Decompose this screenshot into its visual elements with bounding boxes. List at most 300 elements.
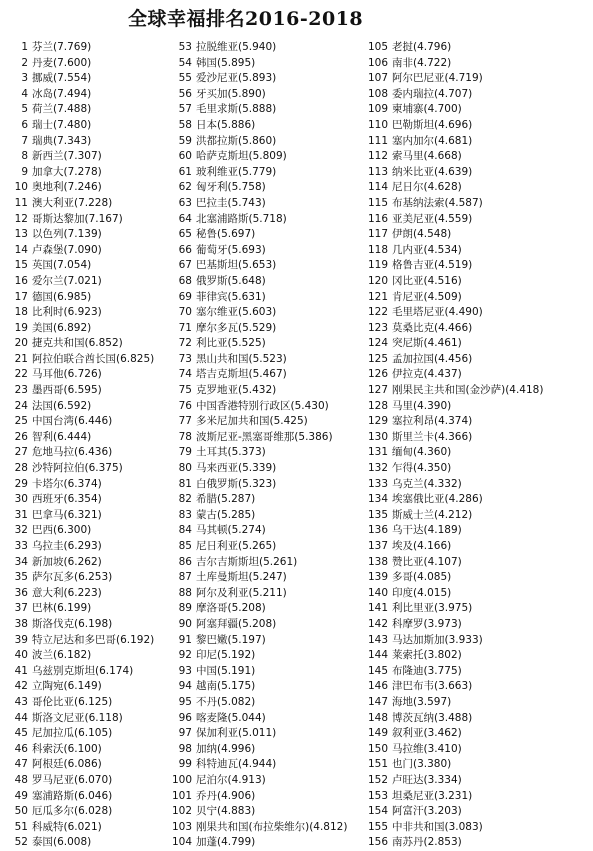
country-score: 阿塞拜疆(5.208) (196, 617, 277, 630)
ranking-row (172, 477, 362, 493)
country-score: 挪威(7.554) (32, 72, 92, 85)
country-score: 拉脱维亚(5.940) (196, 41, 277, 53)
ranking-row (172, 274, 362, 290)
rank-number: 34 (14, 555, 28, 568)
ranking-row (172, 336, 362, 352)
rank-number: 62 (178, 181, 192, 194)
rank-number: 60 (178, 150, 192, 163)
ranking-row (172, 508, 362, 524)
rank-number: 41 (14, 664, 28, 677)
rank-number: 57 (178, 103, 192, 116)
rank-number: 72 (178, 337, 192, 350)
ranking-row (172, 321, 362, 337)
country-score: 乌拉圭(6.293) (32, 540, 102, 552)
ranking-row (172, 586, 362, 602)
rank-number: 151 (367, 758, 388, 771)
rank-number: 23 (14, 384, 28, 397)
ranking-column-2 (172, 40, 362, 851)
country-score: 阿富汗(3.203) (392, 805, 462, 818)
ranking-row (8, 212, 168, 228)
country-score: 也门(3.380) (392, 758, 452, 771)
rank-number: 114 (367, 181, 388, 194)
country-score: 美国(6.892) (32, 321, 92, 334)
country-score: 阿拉伯联合酋长国(6.825) (32, 352, 155, 365)
country-score: 白俄罗斯(5.323) (196, 477, 277, 490)
ranking-row (362, 492, 593, 508)
rank-number: 26 (14, 430, 28, 443)
ranking-row (172, 56, 362, 72)
rank-number: 89 (178, 602, 192, 615)
ranking-row (172, 601, 362, 617)
country-score: 卢旺达(3.334) (392, 773, 462, 786)
ranking-row (8, 617, 168, 633)
rank-number: 87 (178, 571, 192, 584)
rank-number: 27 (14, 446, 28, 459)
ranking-row (8, 258, 168, 274)
country-score: 芬兰(7.769) (32, 41, 92, 53)
ranking-row (172, 555, 362, 571)
ranking-row (8, 773, 168, 789)
ranking-row (172, 570, 362, 586)
rank-number: 44 (14, 711, 28, 724)
rank-number: 75 (178, 384, 192, 397)
rank-number: 37 (14, 602, 28, 615)
country-score: 塞尔维亚(5.603) (196, 306, 277, 319)
ranking-row (8, 414, 168, 430)
rank-number: 22 (14, 368, 28, 381)
ranking-row (362, 40, 593, 56)
country-score: 毛里塔尼亚(4.490) (392, 306, 483, 319)
country-score: 智利(6.444) (32, 430, 92, 443)
ranking-row (362, 679, 593, 695)
country-score: 塞内加尔(4.681) (392, 134, 473, 147)
rank-number: 29 (14, 477, 28, 490)
country-score: 坦桑尼亚(3.231) (392, 789, 473, 802)
country-score: 中非共和国(3.083) (392, 820, 483, 833)
rank-number: 109 (367, 103, 388, 116)
ranking-row (362, 383, 593, 399)
country-score: 哥斯达黎加(7.167) (32, 212, 123, 225)
rank-number: 64 (178, 212, 192, 225)
country-score: 以色列(7.139) (32, 228, 102, 241)
rank-number: 148 (367, 711, 388, 724)
country-score: 缅甸(4.360) (392, 446, 452, 459)
country-score: 冰岛(7.494) (32, 87, 92, 100)
rank-number: 146 (367, 680, 388, 693)
rank-number: 96 (178, 711, 192, 724)
ranking-row (172, 180, 362, 196)
ranking-row (172, 87, 362, 103)
country-score: 马其顿(5.274) (196, 524, 266, 537)
rank-number: 59 (178, 134, 192, 147)
rank-number: 103 (172, 820, 193, 833)
rank-number: 63 (178, 196, 192, 209)
country-score: 索马里(4.668) (392, 150, 462, 163)
country-score: 尼日利亚(5.265) (196, 540, 277, 552)
ranking-row (362, 321, 593, 337)
rank-number: 74 (178, 368, 192, 381)
rank-number: 81 (178, 477, 192, 490)
rank-number: 1 (21, 41, 28, 53)
country-score: 沙特阿拉伯(6.375) (32, 462, 123, 475)
rank-number: 134 (367, 493, 388, 506)
country-score: 新加坡(6.262) (32, 555, 102, 568)
ranking-row (362, 149, 593, 165)
rank-number: 110 (367, 118, 388, 131)
country-score: 中国台湾(6.446) (32, 415, 113, 428)
ranking-row (8, 399, 168, 415)
country-score: 乍得(4.350) (392, 462, 452, 475)
country-score: 吉尔吉斯斯坦(5.261) (196, 555, 298, 568)
rank-number: 4 (21, 87, 28, 100)
rank-number: 113 (367, 165, 388, 178)
ranking-row (8, 165, 168, 181)
country-score: 海地(3.597) (392, 695, 452, 708)
country-score: 菲律宾(5.631) (196, 290, 266, 303)
ranking-row (362, 804, 593, 820)
country-score: 贝宁(4.883) (196, 805, 256, 818)
country-score: 阿尔巴尼亚(4.719) (392, 72, 483, 85)
rank-number: 133 (367, 477, 388, 490)
rank-number: 121 (367, 290, 388, 303)
rank-number: 6 (21, 118, 28, 131)
country-score: 厄瓜多尔(6.028) (32, 805, 113, 818)
rank-number: 73 (178, 352, 192, 365)
ranking-row (8, 586, 168, 602)
rank-number: 102 (172, 805, 193, 818)
ranking-row (362, 835, 593, 851)
rank-number: 76 (178, 399, 192, 412)
ranking-row (8, 461, 168, 477)
country-score: 阿根廷(6.086) (32, 758, 102, 771)
ranking-row (8, 523, 168, 539)
ranking-row (8, 757, 168, 773)
ranking-row (172, 664, 362, 680)
ranking-row (8, 820, 168, 836)
rank-number: 5 (21, 103, 28, 116)
ranking-row (8, 633, 168, 649)
ranking-row (172, 617, 362, 633)
rank-number: 141 (367, 602, 388, 615)
rank-number: 138 (367, 555, 388, 568)
country-score: 萨尔瓦多(6.253) (32, 571, 113, 584)
ranking-row (362, 586, 593, 602)
ranking-row (362, 757, 593, 773)
ranking-row (8, 87, 168, 103)
country-score: 丹麦(7.600) (32, 56, 92, 69)
rank-number: 94 (178, 680, 192, 693)
country-score: 刚果共和国(布拉柴维尔)(4.812) (196, 820, 348, 833)
country-score: 柬埔寨(4.700) (392, 103, 462, 116)
rank-number: 101 (172, 789, 193, 802)
ranking-row (172, 352, 362, 368)
country-score: 西班牙(6.354) (32, 493, 102, 506)
ranking-row (172, 212, 362, 228)
ranking-row (172, 149, 362, 165)
rank-number: 136 (367, 524, 388, 537)
country-score: 印度(4.015) (392, 586, 452, 599)
rank-number: 38 (14, 617, 28, 630)
ranking-row (172, 695, 362, 711)
rank-number: 7 (21, 134, 28, 147)
country-score: 泰国(6.008) (32, 836, 92, 849)
rank-number: 111 (367, 134, 388, 147)
rank-number: 42 (14, 680, 28, 693)
country-score: 爱沙尼亚(5.893) (196, 72, 277, 85)
country-score: 赞比亚(4.107) (392, 555, 462, 568)
rank-number: 85 (178, 540, 192, 552)
country-score: 土耳其(5.373) (196, 446, 266, 459)
rank-number: 112 (367, 150, 388, 163)
country-score: 瑞典(7.343) (32, 134, 92, 147)
rank-number: 122 (367, 306, 388, 319)
country-score: 德国(6.985) (32, 290, 92, 303)
ranking-row (362, 352, 593, 368)
country-score: 土库曼斯坦(5.247) (196, 571, 287, 584)
ranking-row (8, 601, 168, 617)
country-score: 波兰(6.182) (32, 649, 92, 662)
country-score: 马拉维(3.410) (392, 742, 462, 755)
rank-number: 51 (14, 820, 28, 833)
rank-number: 124 (367, 337, 388, 350)
country-score: 奥地利(7.246) (32, 181, 102, 194)
rank-number: 105 (367, 41, 388, 53)
ranking-row (8, 555, 168, 571)
ranking-row (8, 711, 168, 727)
ranking-row (362, 367, 593, 383)
country-score: 喀麦隆(5.044) (196, 711, 266, 724)
ranking-row (362, 305, 593, 321)
ranking-row (362, 102, 593, 118)
country-score: 巴基斯坦(5.653) (196, 259, 277, 272)
country-score: 格鲁吉亚(4.519) (392, 259, 473, 272)
ranking-row (172, 492, 362, 508)
country-score: 尼加拉瓜(6.105) (32, 727, 113, 740)
rank-number: 115 (367, 196, 388, 209)
ranking-row (362, 789, 593, 805)
rank-number: 43 (14, 695, 28, 708)
ranking-row (362, 414, 593, 430)
rank-number: 24 (14, 399, 28, 412)
country-score: 津巴布韦(3.663) (392, 680, 473, 693)
ranking-row (8, 196, 168, 212)
rank-number: 8 (21, 150, 28, 163)
country-score: 澳大利亚(7.228) (32, 196, 113, 209)
ranking-row (8, 118, 168, 134)
country-score: 加蓬(4.799) (196, 836, 256, 849)
ranking-row (8, 56, 168, 72)
country-score: 巴西(6.300) (32, 524, 92, 537)
rank-number: 28 (14, 462, 28, 475)
country-score: 斯洛文尼亚(6.118) (32, 711, 123, 724)
ranking-row (362, 461, 593, 477)
country-score: 保加利亚(5.011) (196, 727, 277, 740)
rank-number: 53 (178, 41, 192, 53)
rank-number: 100 (172, 773, 193, 786)
rank-number: 35 (14, 571, 28, 584)
ranking-row (8, 274, 168, 290)
rank-number: 83 (178, 508, 192, 521)
rank-number: 152 (367, 773, 388, 786)
rank-number: 132 (367, 462, 388, 475)
rank-number: 92 (178, 649, 192, 662)
country-score: 洪都拉斯(5.860) (196, 134, 277, 147)
ranking-row (172, 773, 362, 789)
rank-number: 56 (178, 87, 192, 100)
country-score: 肯尼亚(4.509) (392, 290, 462, 303)
rank-number: 61 (178, 165, 192, 178)
country-score: 南苏丹(2.853) (392, 836, 462, 849)
country-score: 几内亚(4.534) (392, 243, 462, 256)
rank-number: 147 (367, 695, 388, 708)
rank-number: 10 (14, 181, 28, 194)
country-score: 冈比亚(4.516) (392, 274, 462, 287)
ranking-row (362, 134, 593, 150)
rank-number: 93 (178, 664, 192, 677)
rank-number: 17 (14, 290, 28, 303)
country-score: 巴拉圭(5.743) (196, 196, 266, 209)
ranking-row (8, 570, 168, 586)
ranking-row (172, 367, 362, 383)
country-score: 韩国(5.895) (196, 56, 256, 69)
rank-number: 15 (14, 259, 28, 272)
rank-number: 30 (14, 493, 28, 506)
ranking-row (362, 664, 593, 680)
rank-number: 123 (367, 321, 388, 334)
rank-number: 131 (367, 446, 388, 459)
country-score: 突尼斯(4.461) (392, 337, 462, 350)
rank-number: 66 (178, 243, 192, 256)
rank-number: 144 (367, 649, 388, 662)
ranking-row (362, 274, 593, 290)
rank-number: 120 (367, 274, 388, 287)
ranking-row (172, 71, 362, 87)
country-score: 印尼(5.192) (196, 649, 256, 662)
rank-number: 55 (178, 72, 192, 85)
ranking-row (8, 352, 168, 368)
ranking-row (362, 742, 593, 758)
rank-number: 19 (14, 321, 28, 334)
rank-number: 142 (367, 617, 388, 630)
country-score: 爱尔兰(7.021) (32, 274, 102, 287)
rank-number: 106 (367, 56, 388, 69)
country-score: 利比亚(5.525) (196, 337, 266, 350)
ranking-row (362, 196, 593, 212)
country-score: 哈萨克斯坦(5.809) (196, 150, 287, 163)
rank-number: 68 (178, 274, 192, 287)
country-score: 亚美尼亚(4.559) (392, 212, 473, 225)
country-score: 马里(4.390) (392, 399, 452, 412)
country-score: 毛里求斯(5.888) (196, 103, 277, 116)
rank-number: 149 (367, 727, 388, 740)
ranking-row (362, 601, 593, 617)
ranking-row (172, 742, 362, 758)
ranking-row (172, 243, 362, 259)
country-score: 意大利(6.223) (32, 586, 102, 599)
ranking-row (172, 711, 362, 727)
country-score: 摩尔多瓦(5.529) (196, 321, 277, 334)
country-score: 塞拉利昂(4.374) (392, 415, 473, 428)
country-score: 希腊(5.287) (196, 493, 256, 506)
country-score: 立陶宛(6.149) (32, 680, 102, 693)
country-score: 英国(7.054) (32, 259, 92, 272)
rank-number: 13 (14, 228, 28, 241)
ranking-row (8, 477, 168, 493)
ranking-row (362, 290, 593, 306)
country-score: 马达加斯加(3.933) (392, 633, 483, 646)
ranking-row (172, 757, 362, 773)
rank-number: 86 (178, 555, 192, 568)
rank-number: 98 (178, 742, 192, 755)
ranking-row (172, 383, 362, 399)
rank-number: 137 (367, 540, 388, 552)
rank-number: 67 (178, 259, 192, 272)
ranking-row (8, 367, 168, 383)
ranking-row (172, 835, 362, 851)
country-score: 牙买加(5.890) (196, 87, 266, 100)
rank-number: 78 (178, 430, 192, 443)
country-score: 秘鲁(5.697) (196, 228, 256, 241)
rank-number: 50 (14, 805, 28, 818)
ranking-row (172, 305, 362, 321)
country-score: 危地马拉(6.436) (32, 446, 113, 459)
ranking-row (362, 726, 593, 742)
country-score: 马耳他(6.726) (32, 368, 102, 381)
country-score: 尼日尔(4.628) (392, 181, 462, 194)
rank-number: 150 (367, 742, 388, 755)
ranking-row (8, 290, 168, 306)
ranking-row (8, 742, 168, 758)
country-score: 北塞浦路斯(5.718) (196, 212, 287, 225)
rank-number: 153 (367, 789, 388, 802)
ranking-row (362, 180, 593, 196)
rank-number: 143 (367, 633, 388, 646)
country-score: 俄罗斯(5.648) (196, 274, 266, 287)
rank-number: 80 (178, 462, 192, 475)
rank-number: 12 (14, 212, 28, 225)
page-title: 全球幸福排名2016-2018 (128, 8, 364, 30)
rank-number: 116 (367, 212, 388, 225)
country-score: 摩洛哥(5.208) (196, 602, 266, 615)
country-score: 匈牙利(5.758) (196, 181, 266, 194)
ranking-row (8, 336, 168, 352)
country-score: 叙利亚(3.462) (392, 727, 462, 740)
rank-number: 130 (367, 430, 388, 443)
country-score: 玻利维亚(5.779) (196, 165, 277, 178)
ranking-row (172, 430, 362, 446)
ranking-row (172, 461, 362, 477)
country-score: 巴勒斯坦(4.696) (392, 118, 473, 131)
country-score: 科威特(6.021) (32, 820, 102, 833)
ranking-row (362, 212, 593, 228)
ranking-row (172, 726, 362, 742)
ranking-row (172, 118, 362, 134)
rank-number: 95 (178, 695, 192, 708)
rank-number: 3 (21, 72, 28, 85)
ranking-row (8, 539, 168, 555)
ranking-row (8, 679, 168, 695)
country-score: 哥伦比亚(6.125) (32, 695, 113, 708)
country-score: 埃塞俄比亚(4.286) (392, 493, 483, 506)
ranking-row (362, 118, 593, 134)
country-score: 卢森堡(7.090) (32, 243, 102, 256)
ranking-row (362, 648, 593, 664)
rank-number: 135 (367, 508, 388, 521)
ranking-row (8, 40, 168, 56)
country-score: 布隆迪(3.775) (392, 664, 462, 677)
ranking-row (172, 102, 362, 118)
rank-number: 11 (14, 196, 28, 209)
